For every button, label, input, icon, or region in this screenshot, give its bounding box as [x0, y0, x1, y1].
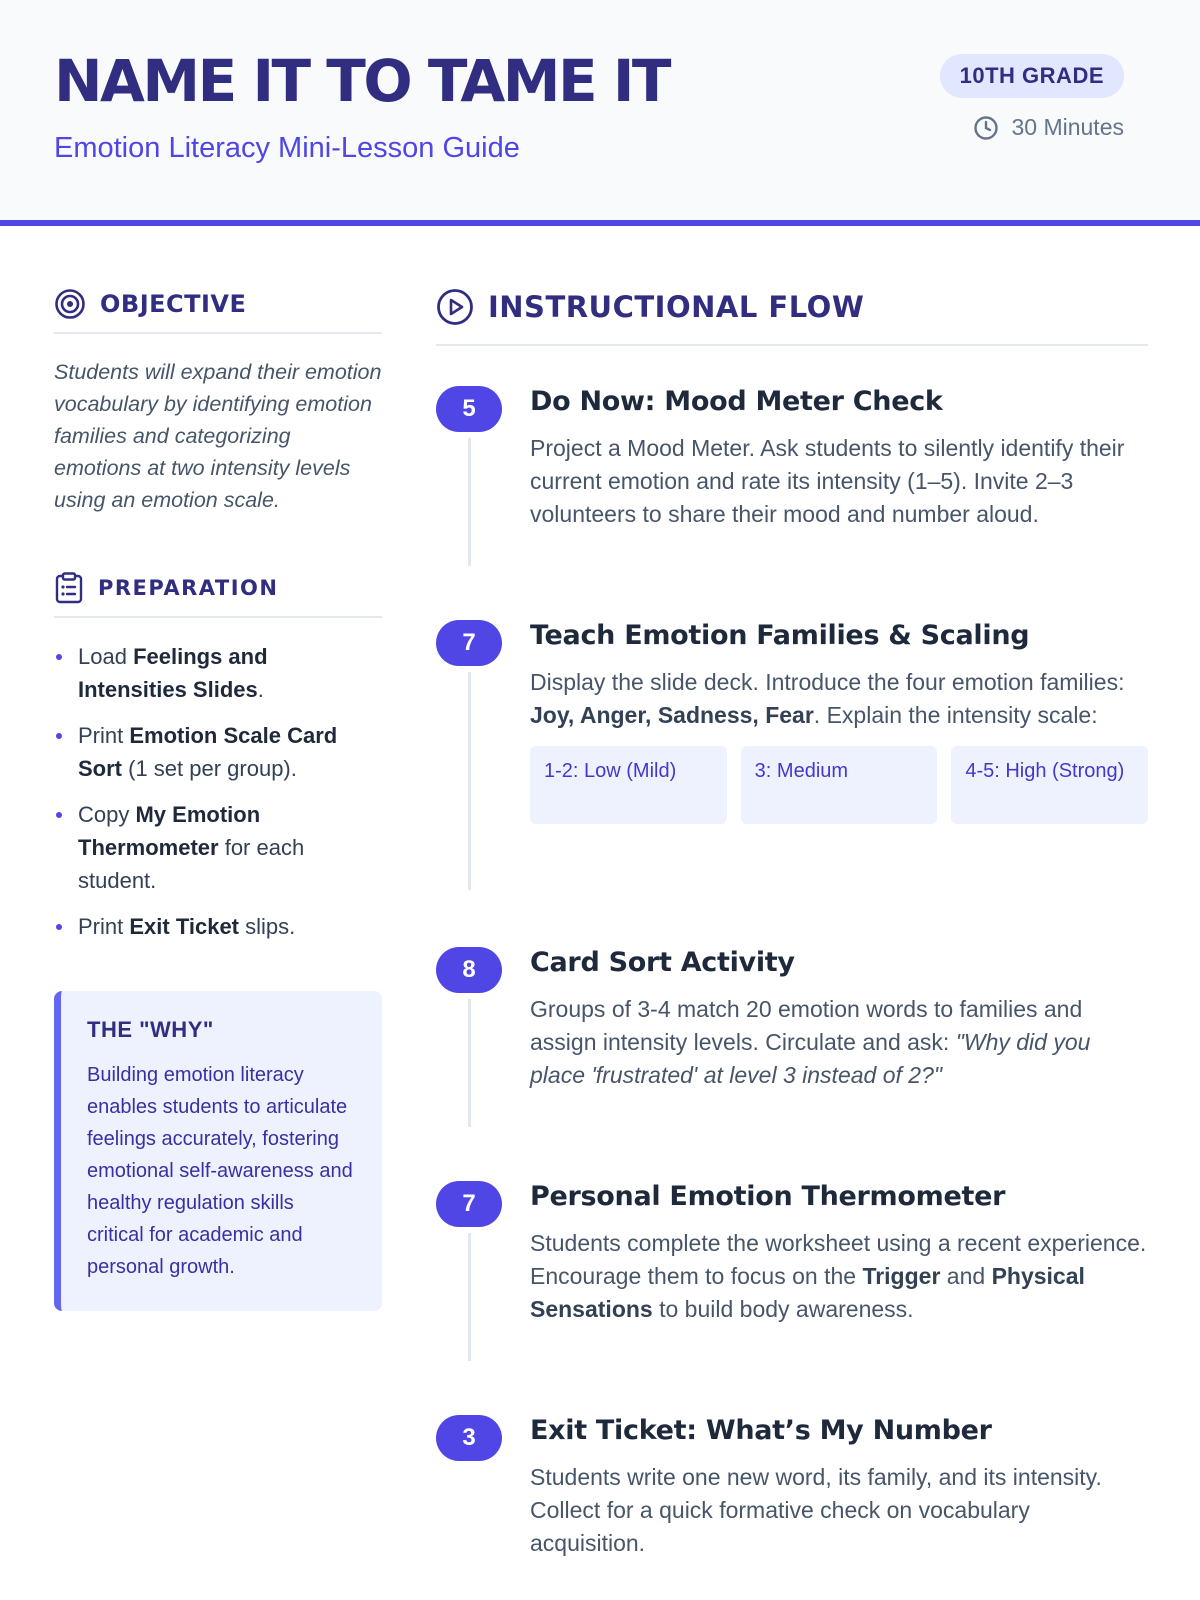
- page-title: NAME IT TO TAME IT: [54, 47, 669, 115]
- step-item: [436, 947, 1148, 1177]
- flow-heading-label: INSTRUCTIONAL FLOW: [488, 290, 865, 324]
- preparation-heading-label: PREPARATION: [98, 576, 279, 600]
- clipboard-icon: [54, 572, 84, 604]
- step-title: Card Sort Activity: [530, 947, 795, 978]
- duration-text: 30 Minutes: [1011, 114, 1124, 140]
- objective-text: Students will expand their emotion vocabulary by identifying emotion families and categorizing emotions at two intensity levels using an emotion scale.: [54, 360, 382, 512]
- preparation-list: [54, 640, 382, 943]
- objective-heading-label: OBJECTIVE: [100, 290, 247, 318]
- timeline-line: [468, 999, 471, 1127]
- why-title: THE "WHY": [87, 1017, 214, 1042]
- page-subtitle: Emotion Literacy Mini-Lesson Guide: [54, 132, 520, 164]
- step-item: [436, 386, 1148, 616]
- step-description: Display the slide deck. Introduce the four emotion families: Joy, Anger, Sadness, Fear. Explain the intensity scale:: [530, 669, 1125, 728]
- timeline-line: [468, 1233, 471, 1361]
- step-description: Project a Mood Meter. Ask students to silently identify their current emotion and rate its intensity (1–5). Invite 2–3 volunteers to share their mood and number aloud.: [530, 435, 1125, 527]
- step-title: Do Now: Mood Meter Check: [530, 386, 943, 417]
- list-item: Print Emotion Scale Card Sort (1 set per group).: [54, 719, 382, 785]
- objective-heading: [54, 288, 382, 334]
- step-minutes-badge: 7: [436, 620, 502, 666]
- step-description: Students write one new word, its family, and its intensity. Collect for a quick formative check on vocabulary acquisition.: [530, 1464, 1102, 1556]
- scale-low: 1-2: Low (Mild): [530, 746, 727, 824]
- list-item: Print Exit Ticket slips.: [54, 910, 382, 943]
- clock-icon: [973, 115, 999, 141]
- step-minutes-badge: 5: [436, 386, 502, 432]
- grade-badge: 10TH GRADE: [940, 54, 1124, 98]
- step-description: Groups of 3-4 match 20 emotion words to families and assign intensity levels. Circulate and ask: "Why did you place 'frustrated' at level 3 instead of 2?": [530, 996, 1091, 1088]
- preparation-heading: [54, 572, 382, 618]
- why-callout: [54, 991, 382, 1311]
- step-minutes-badge: 3: [436, 1415, 502, 1461]
- step-description: Students complete the worksheet using a recent experience. Encourage them to focus on the Trigger and Physical Sensations to build body awareness.: [530, 1230, 1147, 1322]
- step-title: Exit Ticket: What’s My Number: [530, 1415, 992, 1446]
- step-item: [436, 1181, 1148, 1411]
- step-title: Personal Emotion Thermometer: [530, 1181, 1006, 1212]
- step-title: Teach Emotion Families & Scaling: [530, 620, 1030, 651]
- main-content: [436, 288, 1148, 1560]
- intensity-scale: [530, 746, 1148, 824]
- scale-medium: 3: Medium: [741, 746, 938, 824]
- list-item: Copy My Emotion Thermometer for each student.: [54, 798, 382, 897]
- play-circle-icon: [436, 288, 474, 326]
- scale-high: 4-5: High (Strong): [951, 746, 1148, 824]
- target-icon: [54, 288, 86, 320]
- step-list: [436, 386, 1148, 1560]
- flow-heading: [436, 288, 1148, 346]
- timeline-line: [468, 672, 471, 890]
- step-item: [436, 1415, 1148, 1560]
- step-minutes-badge: 7: [436, 1181, 502, 1227]
- duration: [973, 114, 1124, 141]
- why-text: Building emotion literacy enables students to articulate feelings accurately, fostering emotional self-awareness and healthy regulation skills critical for academic and personal growth.: [87, 1064, 353, 1278]
- timeline-line: [468, 438, 471, 566]
- list-item: Load Feelings and Intensities Slides.: [54, 640, 382, 706]
- header: [0, 0, 1200, 226]
- step-item: [436, 620, 1148, 943]
- sidebar: [54, 288, 382, 1311]
- step-minutes-badge: 8: [436, 947, 502, 993]
